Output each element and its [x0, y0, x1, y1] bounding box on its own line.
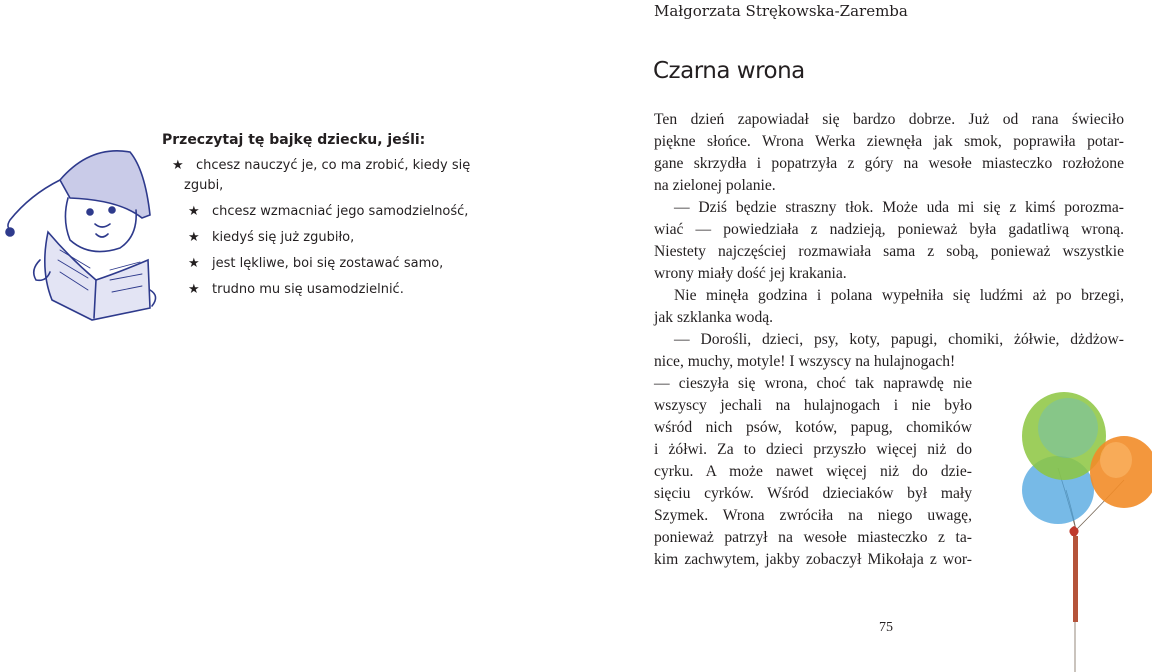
running-header-author: Małgorzata Strękowska-Zaremba	[654, 2, 908, 20]
list-item-text: chcesz wzmacniać jego samodzielność,	[212, 204, 469, 219]
text-line: kim zachwytem, jakby zobaczył Mikołaja z wor-	[654, 551, 972, 568]
reading-recommendation-checklist	[162, 132, 492, 306]
gnome-reading-illustration	[0, 140, 160, 330]
story-title: Czarna wrona	[653, 58, 805, 84]
checklist-list	[162, 156, 492, 300]
text-line: wszyscy jechali na hulajnogach i nie było	[654, 397, 972, 414]
list-item	[162, 156, 492, 196]
text-line: gane skrzydła i popatrzyła z góry na wesołe miasteczko rozłożone	[654, 155, 1124, 172]
star-bullet-icon: ★	[188, 282, 200, 297]
text-line: — cieszyła się wrona, choć tak naprawdę nie	[654, 375, 972, 392]
text-line: — Dorośli, dzieci, psy, koty, papugi, chomiki, żółwie, dżdżow-	[674, 331, 1124, 348]
list-item-text: chcesz nauczyć je, co ma zrobić, kiedy się	[196, 158, 471, 173]
text-line: wiać — powiedziała z nadzieją, ponieważ była gadatliwą wroną.	[654, 221, 1124, 238]
list-item	[162, 228, 492, 248]
list-item	[162, 280, 492, 300]
list-item-text: kiedyś się już zgubiło,	[212, 230, 355, 245]
text-line: nice, muchy, motyle! I wszyscy na hulajnogach!	[654, 353, 956, 370]
text-line: ponieważ patrzył na wesołe miasteczko z ta-	[654, 529, 972, 546]
star-bullet-icon: ★	[172, 158, 184, 173]
list-item	[162, 202, 492, 222]
list-item-text-continued: zgubi,	[184, 178, 224, 193]
page-number: 75	[879, 620, 893, 635]
balloons-illustration	[996, 380, 1152, 672]
star-bullet-icon: ★	[188, 204, 200, 219]
text-line: Nie minęła godzina i polana wypełniła się ludźmi aż po brzegi,	[674, 287, 1124, 304]
checklist-title: Przeczytaj tę bajkę dziecku, jeśli:	[162, 132, 426, 148]
text-line: jak szklanka wodą.	[654, 309, 774, 326]
text-line: i żółwi. Za to dzieci przyszło więcej niż do	[654, 441, 972, 458]
star-bullet-icon: ★	[188, 230, 200, 245]
text-line: sięciu cyrków. Wśród dzieciaków był mały	[654, 485, 972, 502]
text-line: na zielonej polanie.	[654, 177, 776, 194]
text-line: Szymek. Wrona zwróciła na niego uwagę,	[654, 507, 972, 524]
text-line: — Dziś będzie straszny tłok. Może uda mi się z kimś porozma-	[674, 199, 1124, 216]
list-item-text: trudno mu się usamodzielnić.	[212, 282, 404, 297]
text-line: wrony miały dość jej krakania.	[654, 265, 847, 282]
right-page	[576, 0, 1152, 672]
list-item-text: jest lękliwe, boi się zostawać samo,	[212, 256, 444, 271]
list-item	[162, 254, 492, 274]
text-line: piękne słońce. Wrona Werka ziewnęła jak smok, poprawiła potar-	[654, 133, 1124, 150]
text-line: Ten dzień zapowiadał się bardzo dobrze. Już od rana świeciło	[654, 111, 1124, 128]
text-line: cyrku. A może nawet więcej niż do dzie-	[654, 463, 972, 480]
text-line: wśród nich psów, kotów, papug, chomików	[654, 419, 972, 436]
star-bullet-icon: ★	[188, 256, 200, 271]
text-line: Niestety najczęściej rozmawiała sama z sobą, ponieważ wszystkie	[654, 243, 1124, 260]
